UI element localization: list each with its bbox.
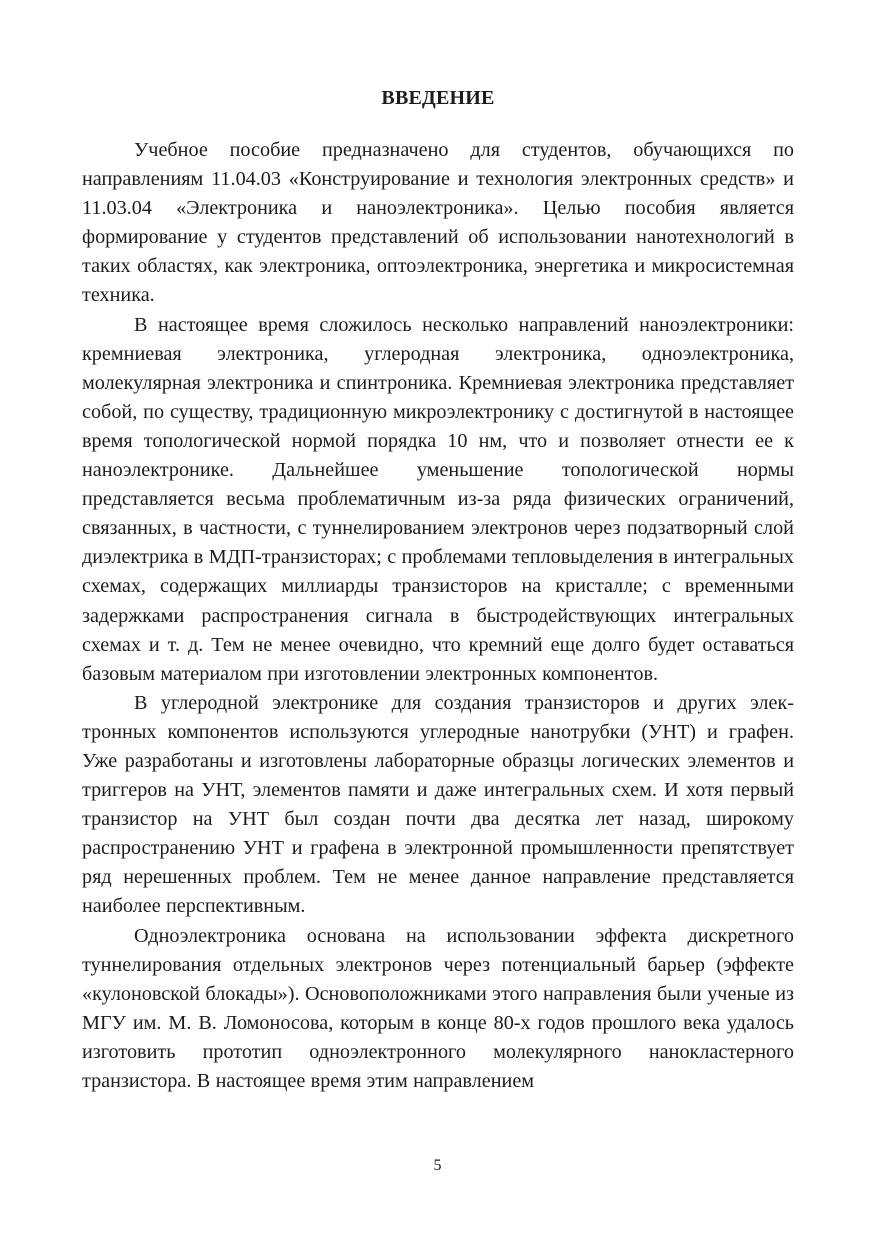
paragraph-single-electronics: Одноэлектроника основана на использовании эффекта дискретного туннелирования отдельных электронов через потенциальный барьер (эффекте «кулоновской блокады»). Основоположниками этого направления были ученые из МГУ им. М. В. Ломоносова, которым в конце 80-х годов прошлого века удалось изготовить прототип одноэлектронного молекулярного нанокластерного транзистора. В настоящее время этим направлением <box>82 924 794 1092</box>
document-page <box>82 84 794 1096</box>
paragraph-carbon-electronics: В углеродной электронике для создания транзисторов и других электронных компонентов используются углеродные нанотрубки (УНТ) и графен. Уже разработаны и изготовлены лабораторные образцы логических элементов и триггеров на УНТ, элементов памяти и даже интегральных схем. И хотя первый транзистор на УНТ был создан почти два десятка лет назад, широкому распространению УНТ и графена в электронной промышленности препятствует ряд нерешенных проблем. Тем не менее данное направление представляется наиболее перспективным. <box>82 691 794 918</box>
page-title: ВВЕДЕНИЕ <box>381 87 495 109</box>
paragraph-nanoelectronics-directions: В настоящее время сложилось несколько направлений наноэлектроники: кремниевая электроника, углеродная электроника, одноэлектроника, молекулярная электроника и спинтроника. Кремниевая электроника представляет собой, по существу, традиционную микроэлектронику с достигнутой в настоящее время топологической нормой порядка 10 нм, что и позволяет отнести ее к наноэлектронике. Дальнейшее уменьшение топологической нормы представляется весьма проблематичным из-за ряда физических ограничений, связанных, в частности, с туннелированием электронов через подзатворный слой диэлектрика в МДП-транзисторах; с проблемами тепловыделения в интегральных схемах, содержащих миллиарды транзисторов на кристалле; с временными задержками распространения сигнала в быстродействующих интегральных схемах и т. д. Тем не менее очевидно, что кремний еще долго будет оставаться базовым материалом при изготовлении электронных компонентов. <box>82 313 794 685</box>
paragraph-intro: Учебное пособие предназначено для студентов, обучающихся по направлениям 11.04.03 «Конструирование и технология электронных средств» и 11.03.04 «Электроника и наноэлектроника». Целью пособия является формирование у студентов представлений об использовании нанотехнологий в таких областях, как электроника, оптоэлектроника, энергетика и микросистемная техника. <box>82 139 794 307</box>
page-number: 5 <box>433 1157 442 1174</box>
